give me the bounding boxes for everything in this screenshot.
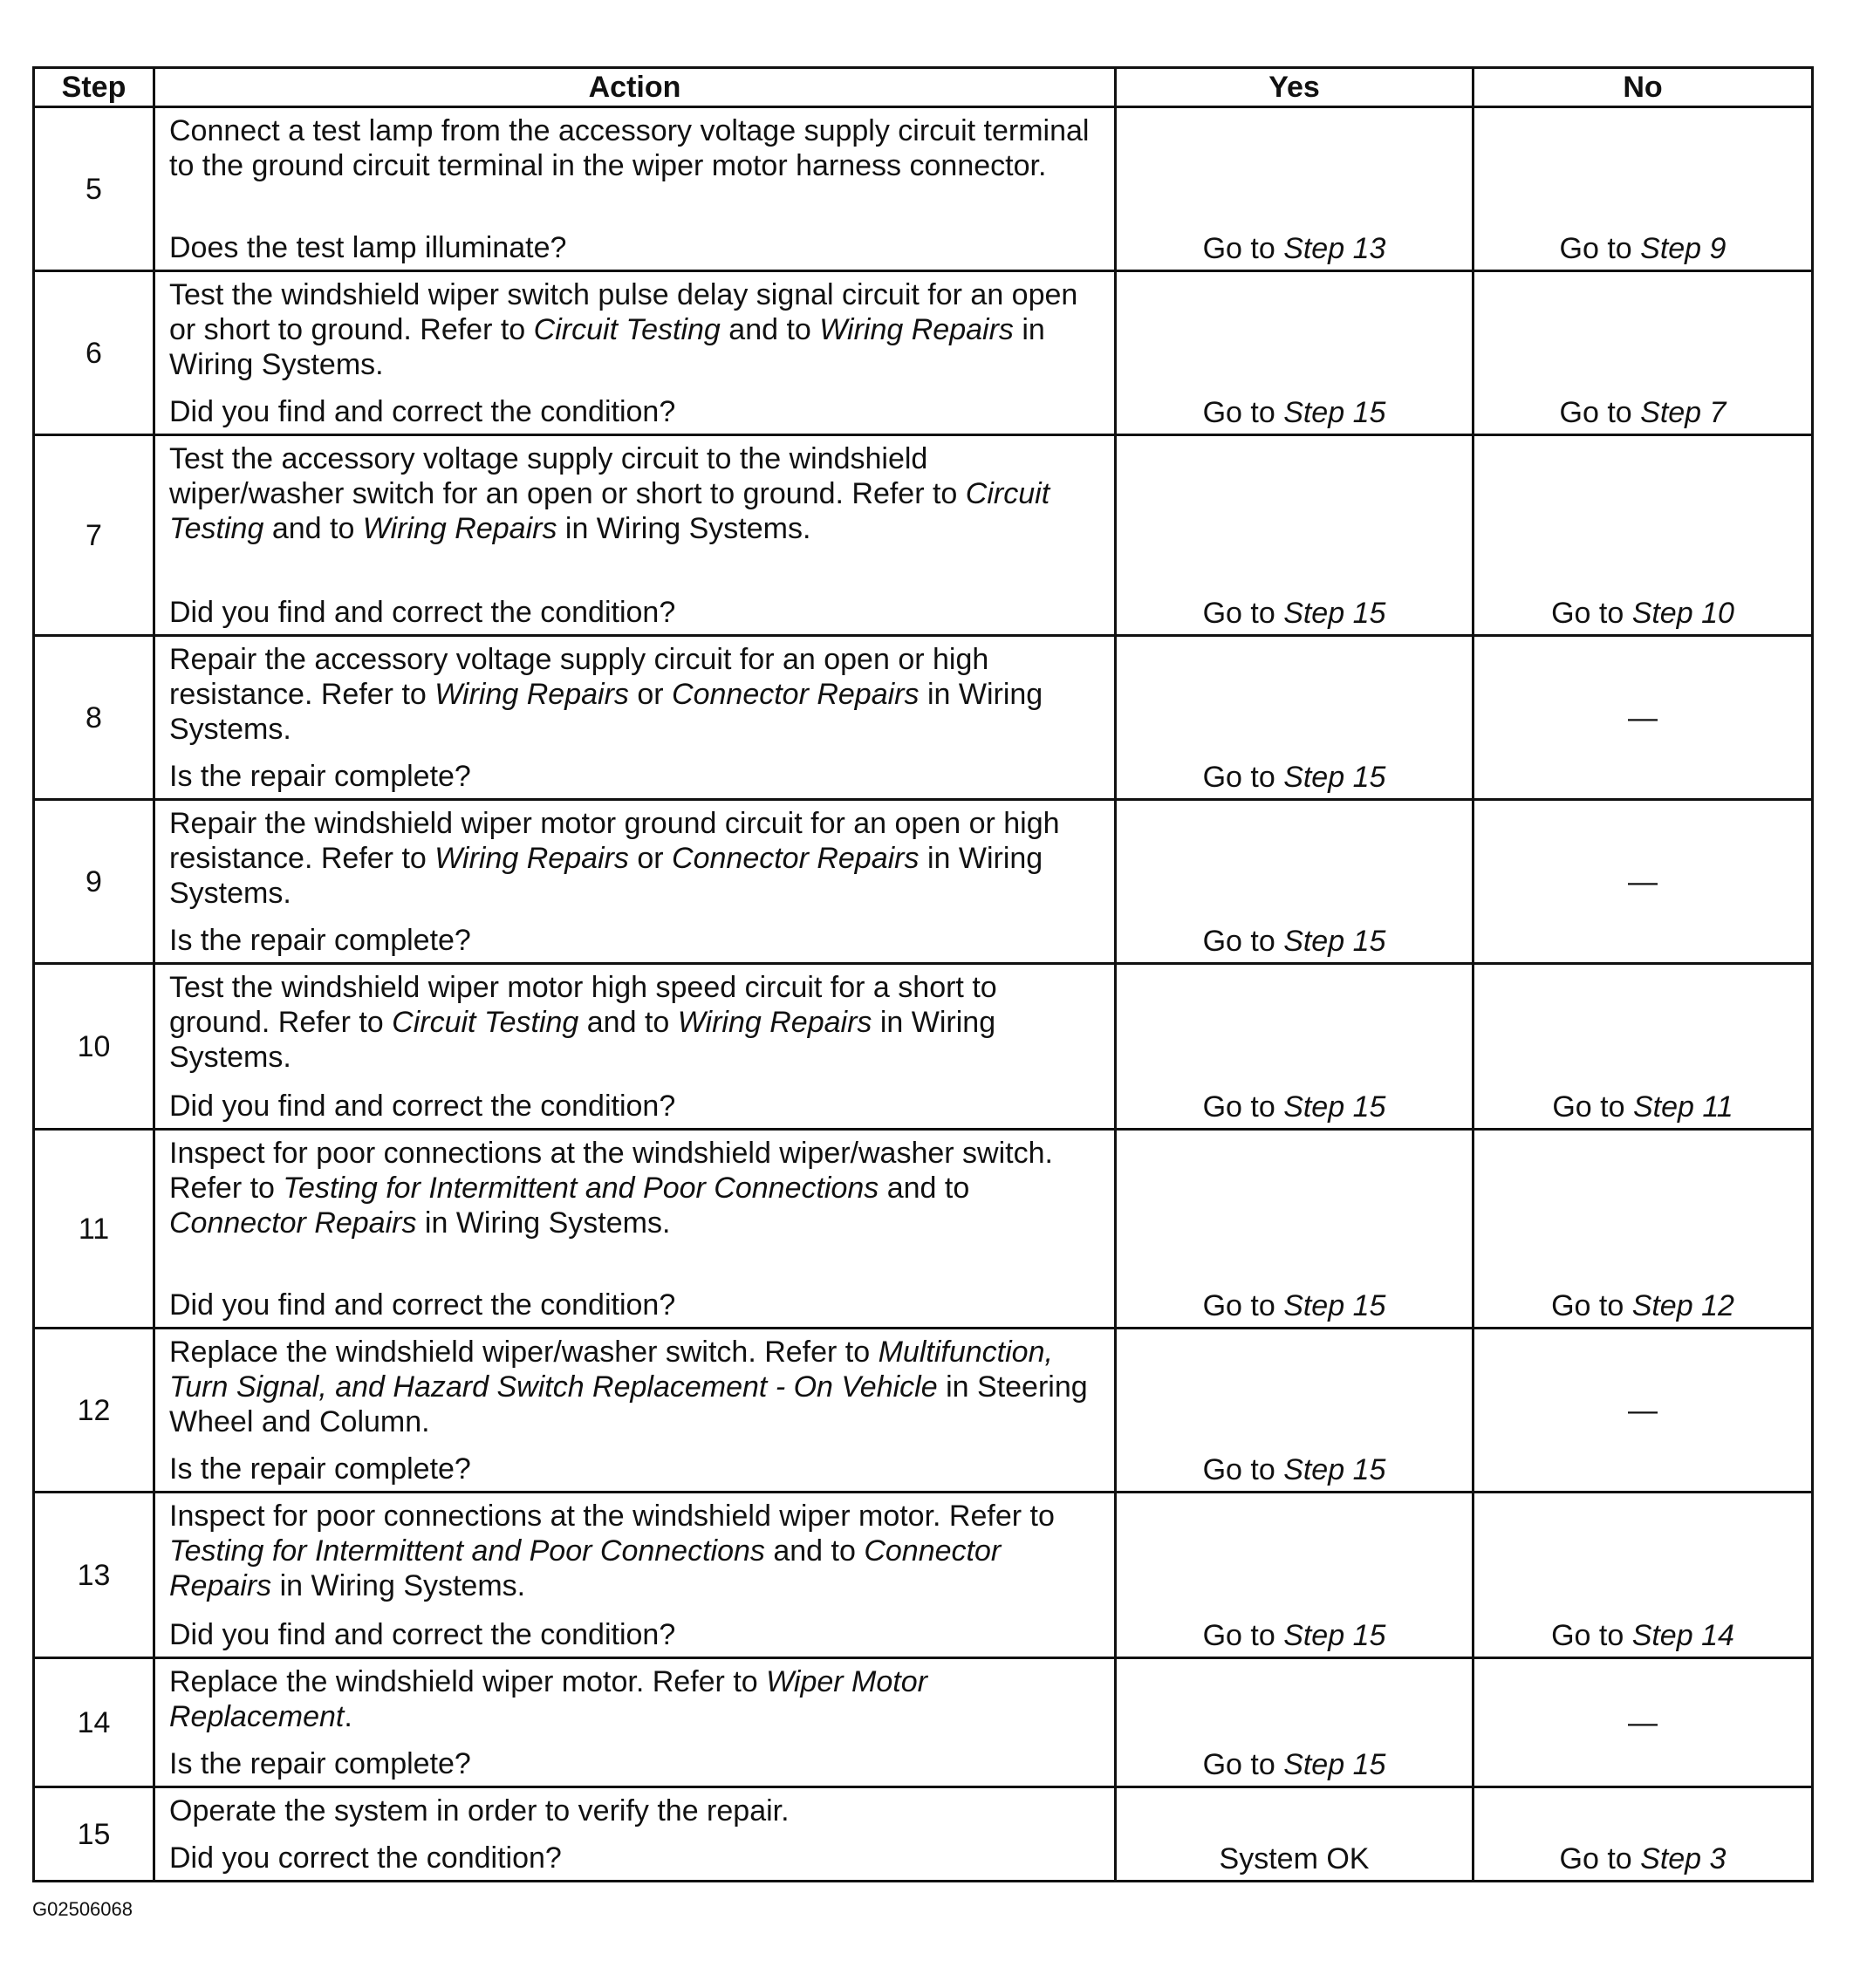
- table-row: [34, 1658, 1813, 1787]
- action-cell: [154, 1130, 1116, 1329]
- action-cell: [154, 1493, 1116, 1658]
- table-row: [34, 800, 1813, 964]
- table-row: [34, 1787, 1813, 1882]
- no-result: [1474, 1329, 1813, 1493]
- no-result: [1474, 1493, 1813, 1658]
- goto-prefix: Go to: [1551, 597, 1632, 630]
- action-question: Did you find and correct the condition?: [169, 1288, 676, 1322]
- reference-link-text: Wiring Repairs: [677, 1006, 872, 1039]
- table-row: [34, 964, 1813, 1130]
- table-row: [34, 107, 1813, 271]
- action-text-segment: or: [628, 678, 673, 711]
- action-text-segment: Replace the windshield wiper/washer switch. Refer to: [169, 1336, 879, 1369]
- action-question: Did you find and correct the condition?: [169, 1618, 676, 1651]
- step-number: 13: [34, 1493, 154, 1658]
- action-text-segment: in Wiring Systems.: [169, 1006, 996, 1074]
- action-cell: [154, 107, 1116, 271]
- yes-result: [1116, 271, 1474, 435]
- header-action: Action: [154, 68, 1116, 107]
- goto-step-ref: Step 15: [1283, 1090, 1386, 1124]
- action-question: Is the repair complete?: [169, 760, 471, 793]
- action-text-segment: in Steering Wheel and Column.: [169, 1370, 1088, 1438]
- reference-link-text: Wiring Repairs: [362, 512, 557, 545]
- action-text-segment: Inspect for poor connections at the windshield wiper/washer switch. Refer to: [169, 1137, 1053, 1205]
- action-text-segment: Inspect for poor connections at the windshield wiper motor. Refer to: [169, 1500, 1055, 1533]
- table-row: [34, 636, 1813, 800]
- reference-link-text: Circuit Testing: [533, 313, 721, 346]
- action-content: [169, 113, 1104, 265]
- action-text-segment: in Wiring Systems.: [169, 313, 1045, 381]
- yes-result: [1116, 964, 1474, 1130]
- step-number: 15: [34, 1787, 154, 1882]
- goto-step-ref: Step 15: [1283, 597, 1386, 630]
- action-cell: [154, 271, 1116, 435]
- no-result: [1474, 435, 1813, 636]
- header-step: Step: [34, 68, 154, 107]
- action-text-segment: in Wiring Systems.: [271, 1569, 526, 1602]
- no-result: [1474, 271, 1813, 435]
- table-body: [34, 107, 1813, 1882]
- goto-prefix: Go to: [1202, 1453, 1284, 1486]
- action-text: [169, 806, 1104, 911]
- goto-step-ref: Step 15: [1283, 1289, 1386, 1322]
- action-text: [169, 1136, 1104, 1240]
- action-text-segment: Connect a test lamp from the accessory voltage supply circuit terminal to the ground circuit terminal in the wiper motor harness connector.: [169, 114, 1090, 182]
- goto-step-ref: Step 15: [1283, 1748, 1386, 1781]
- action-text-segment: and to: [720, 313, 820, 346]
- action-content: [169, 277, 1104, 429]
- action-question: Did you correct the condition?: [169, 1841, 562, 1875]
- goto-step-ref: Step 15: [1283, 761, 1386, 794]
- yes-result: [1116, 1329, 1474, 1493]
- reference-link-text: Wiring Repairs: [434, 842, 629, 875]
- no-result: [1474, 800, 1813, 964]
- action-text-segment: Test the windshield wiper switch pulse delay signal circuit for an open or short to ground. Refer to: [169, 278, 1078, 346]
- yes-result: [1116, 1130, 1474, 1329]
- table-row: [34, 1130, 1813, 1329]
- no-result: [1474, 1658, 1813, 1787]
- step-number: 7: [34, 435, 154, 636]
- table-row: [34, 1329, 1813, 1493]
- goto-step-ref: Step 14: [1631, 1619, 1734, 1652]
- action-question: Is the repair complete?: [169, 924, 471, 957]
- goto-step-ref: Step 15: [1283, 1619, 1386, 1652]
- no-result: [1474, 1787, 1813, 1882]
- action-cell: [154, 964, 1116, 1130]
- action-cell: [154, 1329, 1116, 1493]
- table-row: [34, 271, 1813, 435]
- goto-prefix: Go to: [1202, 1619, 1284, 1652]
- goto-prefix: Go to: [1202, 1090, 1284, 1124]
- not-applicable-dash: —: [1628, 1393, 1658, 1427]
- action-text: [169, 441, 1104, 546]
- action-question: Did you find and correct the condition?: [169, 596, 676, 629]
- goto-prefix: Go to: [1202, 597, 1284, 630]
- no-result: [1474, 964, 1813, 1130]
- diagnostic-table: [32, 66, 1814, 1882]
- action-text: [169, 113, 1104, 183]
- action-content: [169, 970, 1104, 1124]
- goto-prefix: Go to: [1559, 232, 1641, 265]
- goto-prefix: Go to: [1202, 396, 1284, 429]
- goto-step-ref: Step 10: [1631, 597, 1734, 630]
- yes-result: [1116, 1493, 1474, 1658]
- action-text-segment: and to: [764, 1534, 865, 1568]
- not-applicable-dash: —: [1628, 1705, 1658, 1739]
- action-question: Did you find and correct the condition?: [169, 395, 676, 428]
- action-cell: [154, 636, 1116, 800]
- action-cell: [154, 435, 1116, 636]
- action-text: [169, 642, 1104, 747]
- yes-result: [1116, 800, 1474, 964]
- step-number: 8: [34, 636, 154, 800]
- action-text-segment: in Wiring Systems.: [169, 842, 1043, 910]
- action-text-segment: Repair the accessory voltage supply circuit for an open or high resistance. Refer to: [169, 643, 989, 711]
- yes-result: [1116, 636, 1474, 800]
- no-result: [1474, 636, 1813, 800]
- no-result: [1474, 1130, 1813, 1329]
- action-text-segment: .: [344, 1700, 352, 1733]
- reference-link-text: Circuit Testing: [169, 477, 1050, 545]
- step-number: 12: [34, 1329, 154, 1493]
- not-applicable-dash: —: [1628, 700, 1658, 734]
- action-content: [169, 1335, 1104, 1486]
- action-content: [169, 642, 1104, 794]
- action-text: [169, 1664, 1104, 1734]
- goto-prefix: Go to: [1202, 925, 1284, 958]
- reference-link-text: Multifunction, Turn Signal, and Hazard Switch Replacement - On Vehicle: [169, 1336, 1053, 1404]
- yes-result: [1116, 435, 1474, 636]
- reference-link-text: Connector Repairs: [672, 678, 920, 711]
- action-content: [169, 1664, 1104, 1781]
- action-text: [169, 1335, 1104, 1439]
- goto-prefix: Go to: [1202, 232, 1284, 265]
- goto-step-ref: Step 12: [1631, 1289, 1734, 1322]
- goto-step-ref: Step 13: [1283, 232, 1386, 265]
- step-number: 6: [34, 271, 154, 435]
- table-row: [34, 435, 1813, 636]
- action-text-segment: Operate the system in order to verify the repair.: [169, 1794, 790, 1827]
- action-text-segment: in Wiring Systems.: [416, 1206, 671, 1240]
- step-number: 14: [34, 1658, 154, 1787]
- goto-step-ref: Step 3: [1640, 1842, 1727, 1875]
- reference-link-text: Connector Repairs: [672, 842, 920, 875]
- goto-prefix: Go to: [1202, 1289, 1284, 1322]
- goto-prefix: Go to: [1202, 1748, 1284, 1781]
- yes-result: [1116, 1787, 1474, 1882]
- action-content: [169, 441, 1104, 630]
- goto-prefix: Go to: [1551, 1619, 1632, 1652]
- action-content: [169, 806, 1104, 958]
- figure-id: G02506068: [32, 1898, 133, 1920]
- action-cell: [154, 800, 1116, 964]
- table-row: [34, 1493, 1813, 1658]
- reference-link-text: Connector Repairs: [169, 1534, 1002, 1602]
- action-text: [169, 1793, 1104, 1828]
- goto-step-ref: Step 15: [1283, 396, 1386, 429]
- header-row: [34, 68, 1813, 107]
- action-content: [169, 1793, 1104, 1875]
- goto-prefix: Go to: [1559, 396, 1641, 429]
- action-question: Is the repair complete?: [169, 1747, 471, 1780]
- goto-step-ref: Step 7: [1640, 396, 1727, 429]
- reference-link-text: Wiper Motor Replacement: [169, 1665, 927, 1733]
- no-result: [1474, 107, 1813, 271]
- action-text-segment: and to: [578, 1006, 678, 1039]
- step-number: 10: [34, 964, 154, 1130]
- action-text-segment: in Wiring Systems.: [557, 512, 811, 545]
- action-question: Is the repair complete?: [169, 1452, 471, 1486]
- yes-result: [1116, 1658, 1474, 1787]
- action-question: Does the test lamp illuminate?: [169, 231, 567, 264]
- action-cell: [154, 1658, 1116, 1787]
- reference-link-text: Testing for Intermittent and Poor Connections: [169, 1534, 765, 1568]
- action-text-segment: Test the windshield wiper motor high speed circuit for a short to ground. Refer to: [169, 971, 997, 1039]
- action-text: [169, 1499, 1104, 1603]
- reference-link-text: Circuit Testing: [392, 1006, 579, 1039]
- goto-step-ref: Step 15: [1283, 925, 1386, 958]
- action-text-segment: Repair the windshield wiper motor ground circuit for an open or high resistance. Refer to: [169, 807, 1060, 875]
- goto-step-ref: Step 9: [1640, 232, 1727, 265]
- action-text-segment: and to: [263, 512, 363, 545]
- header-no: No: [1474, 68, 1813, 107]
- step-number: 11: [34, 1130, 154, 1329]
- action-question: Did you find and correct the condition?: [169, 1090, 676, 1123]
- action-text-segment: in Wiring Systems.: [169, 678, 1043, 746]
- action-content: [169, 1136, 1104, 1322]
- goto-prefix: Go to: [1559, 1842, 1641, 1875]
- step-number: 5: [34, 107, 154, 271]
- reference-link-text: Wiring Repairs: [434, 678, 629, 711]
- action-text: [169, 277, 1104, 382]
- action-content: [169, 1499, 1104, 1652]
- goto-prefix: Go to: [1551, 1289, 1632, 1322]
- action-text-segment: or: [628, 842, 673, 875]
- yes-result: [1116, 107, 1474, 271]
- reference-link-text: Wiring Repairs: [819, 313, 1014, 346]
- action-text: [169, 970, 1104, 1075]
- reference-link-text: Testing for Intermittent and Poor Connections: [283, 1172, 879, 1205]
- action-text-segment: Replace the windshield wiper motor. Refer to: [169, 1665, 767, 1698]
- result-text: System OK: [1219, 1842, 1370, 1875]
- action-text-segment: Test the accessory voltage supply circuit to the windshield wiper/washer switch for an open or short to ground. Refer to: [169, 442, 966, 510]
- goto-step-ref: Step 11: [1632, 1090, 1733, 1124]
- reference-link-text: Connector Repairs: [169, 1206, 417, 1240]
- not-applicable-dash: —: [1628, 864, 1658, 898]
- goto-step-ref: Step 15: [1283, 1453, 1386, 1486]
- goto-prefix: Go to: [1202, 761, 1284, 794]
- step-number: 9: [34, 800, 154, 964]
- goto-prefix: Go to: [1552, 1090, 1633, 1124]
- header-yes: Yes: [1116, 68, 1474, 107]
- action-cell: [154, 1787, 1116, 1882]
- action-text-segment: and to: [879, 1172, 970, 1205]
